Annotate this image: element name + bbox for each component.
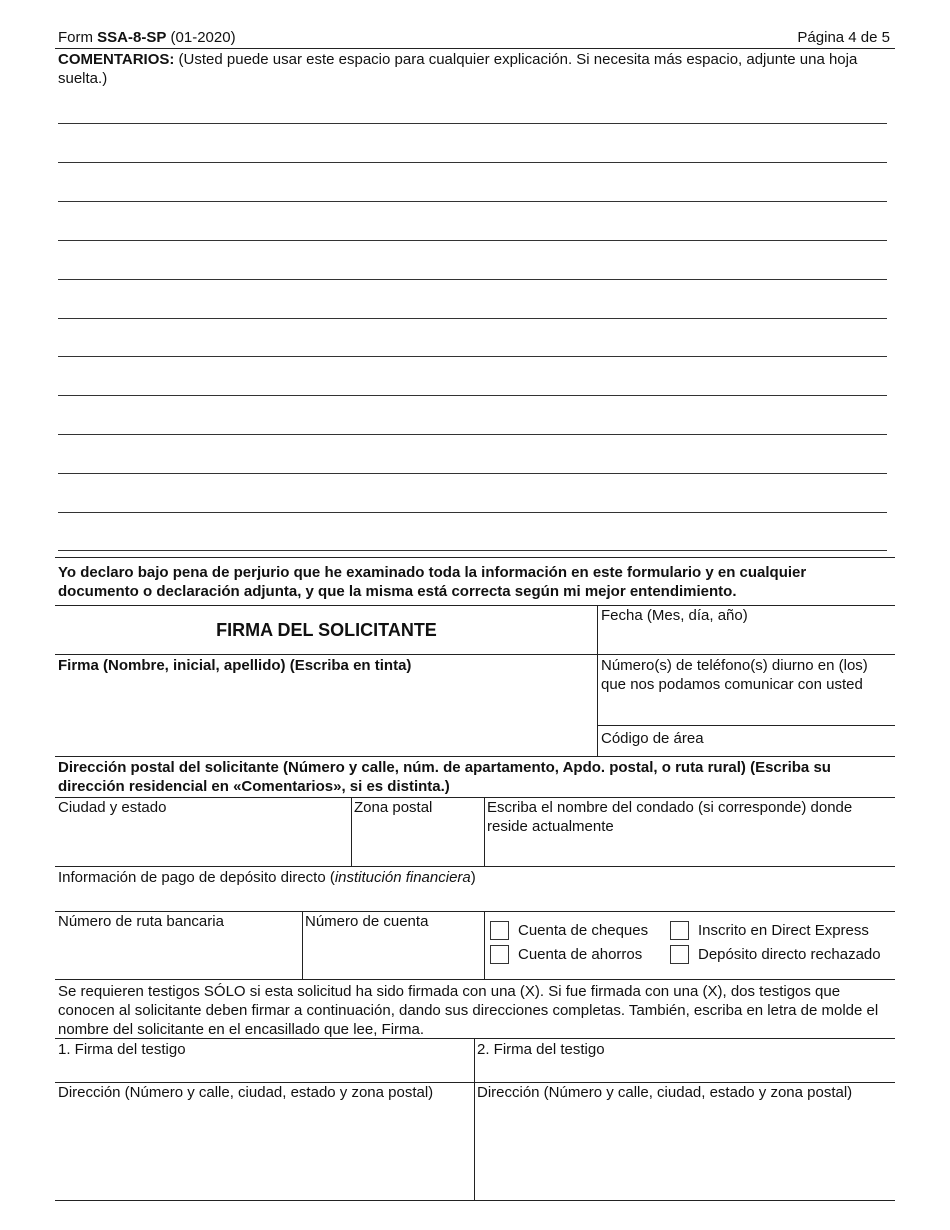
comment-line bbox=[58, 434, 887, 435]
header-divider bbox=[55, 48, 895, 49]
column-divider bbox=[351, 797, 352, 866]
section-divider bbox=[55, 557, 895, 558]
comments-instructions bbox=[58, 50, 878, 88]
signature-column-divider bbox=[597, 605, 598, 756]
phone-field[interactable]: Número(s) de teléfono(s) diurno en (los) que nos podamos comunicar con usted bbox=[601, 657, 868, 693]
deposit-refused-label: Depósito directo rechazado bbox=[698, 946, 881, 963]
routing-number-field[interactable]: Número de ruta bancaria bbox=[58, 913, 224, 930]
direct-express-checkbox[interactable] bbox=[670, 921, 689, 940]
column-divider bbox=[484, 911, 485, 979]
direct-express-label: Inscrito en Direct Express bbox=[698, 922, 869, 939]
signature-field[interactable]: Firma (Nombre, inicial, apellido) (Escriba en tinta) bbox=[58, 657, 412, 674]
comment-line bbox=[58, 123, 887, 124]
section-divider bbox=[55, 979, 895, 980]
savings-account-checkbox[interactable] bbox=[490, 945, 509, 964]
witness-1-address-field[interactable]: Dirección (Número y calle, ciudad, estado y zona postal) bbox=[58, 1084, 434, 1101]
comment-line bbox=[58, 550, 887, 551]
comment-line bbox=[58, 395, 887, 396]
column-divider bbox=[302, 911, 303, 979]
witness-1-signature-field[interactable]: 1. Firma del testigo bbox=[58, 1041, 186, 1058]
comment-line bbox=[58, 279, 887, 280]
declaration-text: Yo declaro bajo pena de perjurio que he examinado toda la información en este formulario y en cualquier documento o declaración adjunta, y que la misma está correcta según mi mejor entendimiento. bbox=[58, 564, 807, 600]
comment-line bbox=[58, 162, 887, 163]
account-number-field[interactable]: Número de cuenta bbox=[305, 913, 429, 930]
mailing-address-field[interactable]: Dirección postal del solicitante (Número y calle, núm. de apartamento, Apdo. postal, o ruta rural) (Escriba su dirección residencial en «Comentarios», si es distinta.) bbox=[58, 759, 831, 795]
direct-deposit-label-end: ) bbox=[470, 869, 476, 886]
checking-account-checkbox[interactable] bbox=[490, 921, 509, 940]
bottom-border bbox=[55, 1200, 895, 1201]
deposit-refused-checkbox[interactable] bbox=[670, 945, 689, 964]
witness-instructions: Se requieren testigos SÓLO si esta solicitud ha sido firmada con una (X). Si fue firmada con una (X), dos testigos que conocen al solicitante deben firmar a continuación, dando sus direcciones completas. También, escriba en letra de molde el nombre del solicitante en el encasillado que lee, Firma. bbox=[58, 983, 879, 1038]
row-divider bbox=[55, 866, 895, 867]
comment-line bbox=[58, 512, 887, 513]
form-date: (01-2020) bbox=[166, 29, 236, 46]
direct-deposit-label bbox=[58, 868, 476, 887]
row-divider bbox=[55, 1038, 895, 1039]
comment-line bbox=[58, 318, 887, 319]
section-divider bbox=[55, 605, 895, 606]
signature-title: FIRMA DEL SOLICITANTE bbox=[216, 620, 437, 640]
date-field[interactable]: Fecha (Mes, día, año) bbox=[601, 607, 748, 624]
direct-deposit-label-start: Información de pago de depósito directo ( bbox=[58, 869, 335, 886]
comments-label: COMENTARIOS: bbox=[58, 51, 175, 68]
section-divider bbox=[55, 756, 895, 757]
savings-account-label: Cuenta de ahorros bbox=[518, 946, 643, 963]
page-number: Página 4 de 5 bbox=[797, 29, 890, 46]
zip-code-field[interactable]: Zona postal bbox=[354, 799, 433, 816]
row-divider bbox=[55, 654, 895, 655]
comment-line bbox=[58, 473, 887, 474]
comment-line bbox=[58, 356, 887, 357]
comments-text: (Usted puede usar este espacio para cualquier explicación. Si necesita más espacio, adjunte una hoja suelta.) bbox=[58, 51, 858, 87]
comment-line bbox=[58, 240, 887, 241]
row-divider bbox=[597, 725, 895, 726]
column-divider bbox=[484, 797, 485, 866]
witness-2-signature-field[interactable]: 2. Firma del testigo bbox=[477, 1041, 605, 1058]
form-id bbox=[58, 28, 236, 47]
direct-deposit-label-italic: institución financiera bbox=[334, 869, 471, 886]
city-state-field[interactable]: Ciudad y estado bbox=[58, 799, 167, 816]
column-divider bbox=[474, 1038, 475, 1201]
form-prefix: Form bbox=[58, 29, 98, 46]
county-field[interactable]: Escriba el nombre del condado (si corresponde) donde reside actualmente bbox=[487, 799, 853, 835]
area-code-field[interactable]: Código de área bbox=[601, 730, 704, 747]
checking-account-label: Cuenta de cheques bbox=[518, 922, 649, 939]
witness-2-address-field[interactable]: Dirección (Número y calle, ciudad, estado y zona postal) bbox=[477, 1084, 853, 1101]
form-code: SSA-8-SP bbox=[97, 29, 167, 46]
comment-line bbox=[58, 201, 887, 202]
